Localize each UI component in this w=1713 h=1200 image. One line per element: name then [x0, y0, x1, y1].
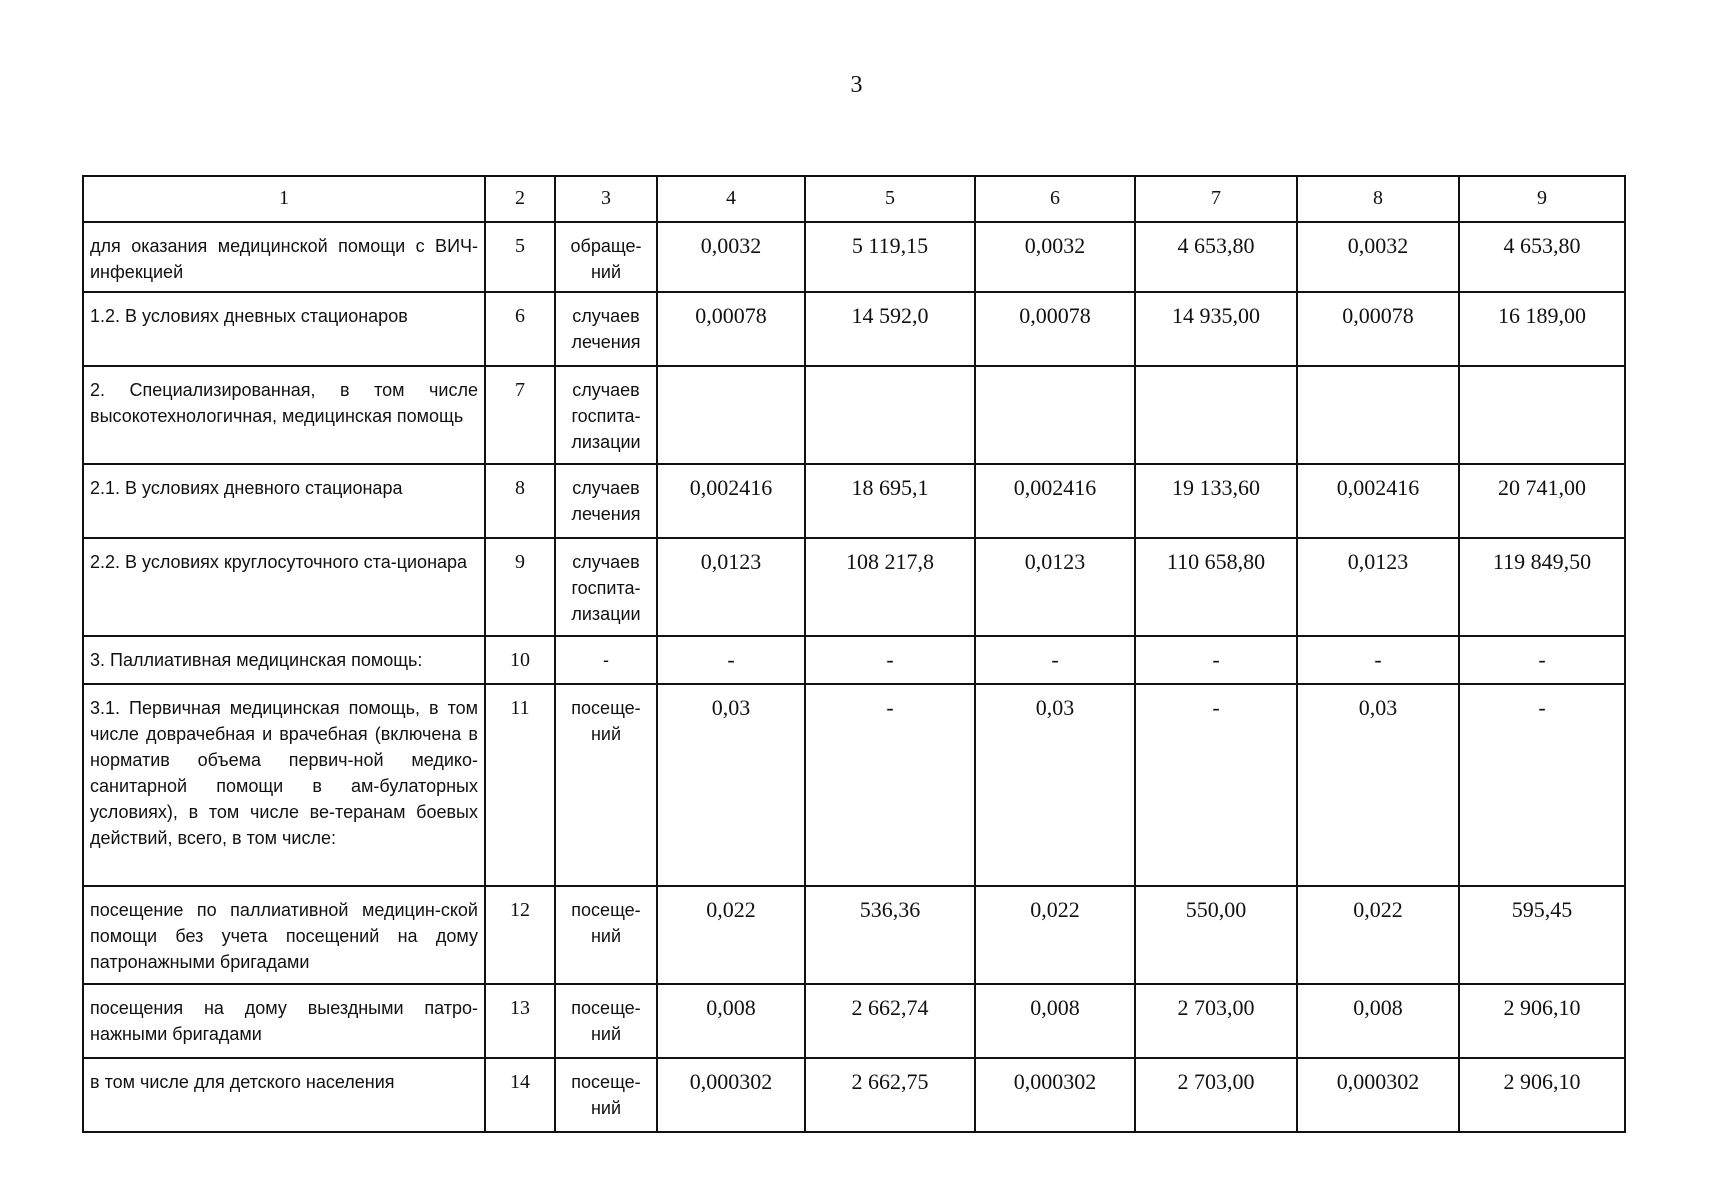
table-row [83, 1058, 1625, 1132]
header-row [83, 176, 1625, 222]
row-unit: посеще-ний [555, 1058, 657, 1132]
row-number: 6 [485, 292, 555, 366]
table-body [83, 222, 1625, 1132]
cell-col9: 2 906,10 [1459, 1058, 1625, 1132]
cell-col5: 18 695,1 [805, 464, 975, 538]
row-unit: случаев госпита-лизации [555, 538, 657, 636]
cell-col7: 19 133,60 [1135, 464, 1297, 538]
cell-col8: 0,0123 [1297, 538, 1459, 636]
cell-col8: 0,008 [1297, 984, 1459, 1058]
row-unit: - [555, 636, 657, 684]
row-number: 13 [485, 984, 555, 1058]
page-number: 3 [850, 72, 863, 98]
row-description: посещения на дому выездными патро-нажными бригадами [83, 984, 485, 1058]
cell-col4: - [657, 636, 805, 684]
cell-col5: - [805, 636, 975, 684]
cell-col7: - [1135, 684, 1297, 886]
column-header: 3 [555, 176, 657, 222]
cell-col5 [805, 366, 975, 464]
column-header: 6 [975, 176, 1135, 222]
cell-col4: 0,0032 [657, 222, 805, 292]
column-header: 1 [83, 176, 485, 222]
table-row [83, 886, 1625, 984]
row-number: 10 [485, 636, 555, 684]
cell-col6: 0,0123 [975, 538, 1135, 636]
cell-col4: 0,008 [657, 984, 805, 1058]
table-row [83, 538, 1625, 636]
cell-col8 [1297, 366, 1459, 464]
cell-col5: 536,36 [805, 886, 975, 984]
cell-col6: 0,000302 [975, 1058, 1135, 1132]
cell-col5: - [805, 684, 975, 886]
table-row [83, 222, 1625, 292]
cell-col7: 550,00 [1135, 886, 1297, 984]
row-unit: посеще-ний [555, 984, 657, 1058]
cell-col8: 0,0032 [1297, 222, 1459, 292]
cell-col7: - [1135, 636, 1297, 684]
cell-col5: 2 662,75 [805, 1058, 975, 1132]
cell-col7: 14 935,00 [1135, 292, 1297, 366]
cell-col4: 0,03 [657, 684, 805, 886]
row-description: 2.2. В условиях круглосуточного ста-ционара [83, 538, 485, 636]
row-number: 8 [485, 464, 555, 538]
cell-col8: 0,002416 [1297, 464, 1459, 538]
cell-col6: 0,002416 [975, 464, 1135, 538]
table-row [83, 464, 1625, 538]
row-number: 11 [485, 684, 555, 886]
table-row [83, 984, 1625, 1058]
row-unit: посеще-ний [555, 684, 657, 886]
cell-col6: - [975, 636, 1135, 684]
column-header: 8 [1297, 176, 1459, 222]
cell-col7: 110 658,80 [1135, 538, 1297, 636]
cell-col6 [975, 366, 1135, 464]
cell-col5: 5 119,15 [805, 222, 975, 292]
column-header: 7 [1135, 176, 1297, 222]
cell-col4: 0,000302 [657, 1058, 805, 1132]
cell-col4: 0,002416 [657, 464, 805, 538]
row-description: 2. Специализированная, в том числе высокотехнологичная, медицинская помощь [83, 366, 485, 464]
cell-col5: 14 592,0 [805, 292, 975, 366]
table-row [83, 636, 1625, 684]
cell-col5: 108 217,8 [805, 538, 975, 636]
table-row [83, 366, 1625, 464]
row-number: 7 [485, 366, 555, 464]
table-header [83, 176, 1625, 222]
cell-col7: 2 703,00 [1135, 984, 1297, 1058]
column-header: 2 [485, 176, 555, 222]
cell-col6: 0,03 [975, 684, 1135, 886]
cell-col4: 0,0123 [657, 538, 805, 636]
cell-col6: 0,022 [975, 886, 1135, 984]
row-number: 5 [485, 222, 555, 292]
cell-col9: - [1459, 636, 1625, 684]
cell-col9: 2 906,10 [1459, 984, 1625, 1058]
row-number: 12 [485, 886, 555, 984]
cell-col9: 119 849,50 [1459, 538, 1625, 636]
cell-col9: - [1459, 684, 1625, 886]
cell-col6: 0,0032 [975, 222, 1135, 292]
cell-col7: 4 653,80 [1135, 222, 1297, 292]
row-unit: посеще-ний [555, 886, 657, 984]
cell-col8: 0,03 [1297, 684, 1459, 886]
cell-col9: 20 741,00 [1459, 464, 1625, 538]
cell-col5: 2 662,74 [805, 984, 975, 1058]
cell-col6: 0,00078 [975, 292, 1135, 366]
cell-col8: - [1297, 636, 1459, 684]
row-unit: случаев лечения [555, 464, 657, 538]
row-description: 3.1. Первичная медицинская помощь, в том числе доврачебная и врачебная (включена в норматив объема первич-ной медико-санитарной помощи в ам-булаторных условиях), в том числе ве-теранам боевых действий, всего, в том числе: [83, 684, 485, 886]
cell-col8: 0,00078 [1297, 292, 1459, 366]
column-header: 5 [805, 176, 975, 222]
row-description: 3. Паллиативная медицинская помощь: [83, 636, 485, 684]
table-row [83, 684, 1625, 886]
cell-col4: 0,00078 [657, 292, 805, 366]
row-description: 1.2. В условиях дневных стационаров [83, 292, 485, 366]
row-unit: обраще-ний [555, 222, 657, 292]
column-header: 4 [657, 176, 805, 222]
cell-col9: 16 189,00 [1459, 292, 1625, 366]
cell-col7: 2 703,00 [1135, 1058, 1297, 1132]
row-description: для оказания медицинской помощи с ВИЧ-инфекцией [83, 222, 485, 292]
cell-col4: 0,022 [657, 886, 805, 984]
row-description: посещение по паллиативной медицин-ской помощи без учета посещений на дому патронажными бригадами [83, 886, 485, 984]
cell-col8: 0,000302 [1297, 1058, 1459, 1132]
cell-col9: 4 653,80 [1459, 222, 1625, 292]
cell-col9 [1459, 366, 1625, 464]
row-description: 2.1. В условиях дневного стационара [83, 464, 485, 538]
row-unit: случаев лечения [555, 292, 657, 366]
norms-table [82, 175, 1626, 1133]
row-number: 14 [485, 1058, 555, 1132]
cell-col6: 0,008 [975, 984, 1135, 1058]
cell-col9: 595,45 [1459, 886, 1625, 984]
cell-col4 [657, 366, 805, 464]
cell-col7 [1135, 366, 1297, 464]
column-header: 9 [1459, 176, 1625, 222]
cell-col8: 0,022 [1297, 886, 1459, 984]
row-description: в том числе для детского населения [83, 1058, 485, 1132]
row-number: 9 [485, 538, 555, 636]
row-unit: случаев госпита-лизации [555, 366, 657, 464]
table-row [83, 292, 1625, 366]
